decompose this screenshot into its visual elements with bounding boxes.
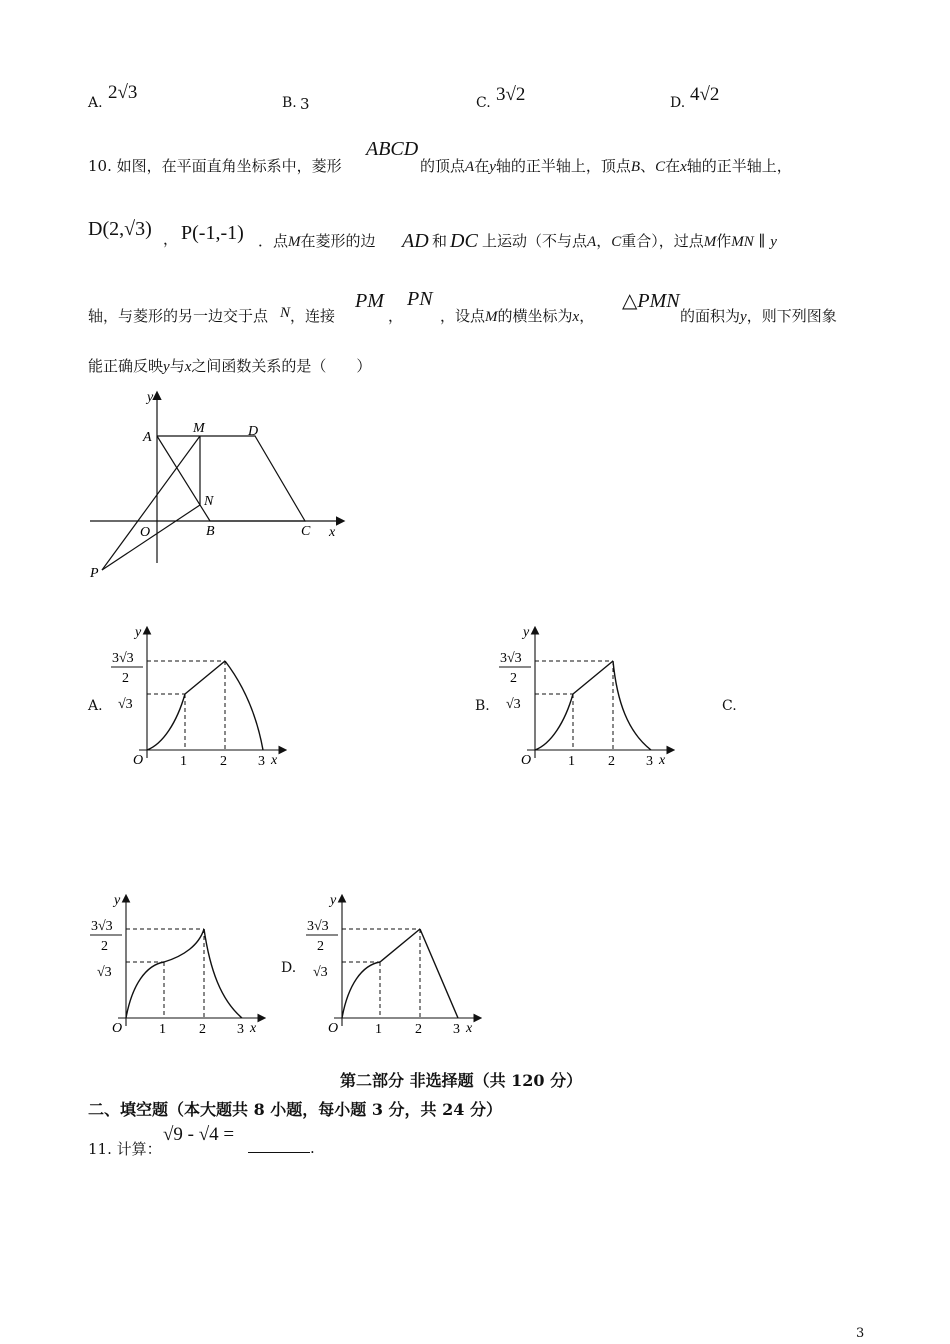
fig-label-n: N [204,494,214,509]
q10-edge-dc: DC [450,230,478,252]
option-c-label: C. [476,95,491,111]
q10-line1: 10. 如图，在平面直角坐标系中，菱形 [88,157,342,175]
graph-b [493,622,683,772]
graph-a-tick-3: 3 [258,754,265,769]
graph-d-segment [380,929,420,962]
graph-c-label-x: x [250,1021,257,1036]
q10-line1-rest: 的顶点A在y轴的正半轴上，顶点B、C在x轴的正半轴上， [420,157,792,175]
section-fill-blank: 二、填空题（本大题共 8 小题，每小题 3 分，共 24 分） [88,1100,502,1119]
q10-line4: 能正确反映y与x之间函数关系的是（ ） [88,357,372,375]
graph-b-label-den: 2 [510,671,517,686]
q10-comma: ， [163,230,179,248]
fig-label-m: M [193,421,205,436]
graph-d-label-o: O [328,1021,339,1036]
graph-d-label-den: 2 [317,939,324,954]
option-b-value: 3 [300,95,310,113]
fig-label-b: B [206,524,215,539]
q10-rhombus-name: ABCD [366,138,419,160]
part2-title: 第二部分 非选择题（共 120 分） [340,1071,583,1090]
graph-b-curve-2 [613,661,651,750]
graph-a-curve-1 [147,694,185,750]
option-a-value: 2√3 [108,82,138,103]
graph-b-label-y: y [523,625,530,640]
option-d-label: D. [670,95,686,111]
rhombus-figure [85,385,355,585]
graph-c-curve-2 [164,929,204,962]
choice-b-label: B. [475,698,490,714]
graph-c-tick-3: 3 [237,1022,244,1037]
graph-d-label-x: x [466,1021,473,1036]
segment-pm [102,436,200,570]
graph-c-tick-1: 1 [159,1022,166,1037]
graph-d-tick-2: 2 [415,1022,422,1037]
q11-answer-blank[interactable]: . [248,1138,315,1157]
graph-a-segment [185,661,225,694]
q10-point-d: D(2,√3) [88,218,152,240]
graph-c-label-den: 2 [101,939,108,954]
option-a-label: A. [88,95,103,111]
graph-a-tick-1: 1 [180,754,187,769]
fig-label-x: x [329,525,336,540]
graph-b-tick-3: 3 [646,754,653,769]
option-d-value: 4√2 [690,84,720,105]
q10-line3-end: 的面积为y，则下列图象 [680,307,837,325]
fig-label-a: A [143,430,152,445]
graph-a-label-x: x [271,753,278,768]
graph-d-curve-1 [342,962,380,1018]
q10-edge-ad: AD [402,230,429,252]
option-c-value: 3√2 [496,84,526,105]
q10-line3-a: 轴，与菱形的另一边交于点 [88,307,269,325]
graph-b-tick-2: 2 [608,754,615,769]
fig-label-d: D [248,424,259,439]
graph-b-label-o: O [521,753,532,768]
graph-c-label-o: O [112,1021,123,1036]
graph-a-tick-2: 2 [220,754,227,769]
graph-d-label-num: 3√3 [307,919,329,934]
graph-a-curve-2 [225,661,263,750]
q10-point-n: N [280,305,291,321]
graph-b-label-num: 3√3 [500,651,522,666]
q10-point-p: P(-1,-1) [181,222,244,244]
q10-line2-a: ．点M在菱形的边 [258,232,376,250]
graph-d-tick-3: 3 [453,1022,460,1037]
graph-d-label-y: y [330,893,337,908]
fig-label-p: P [90,566,99,581]
fig-label-o: O [140,525,151,540]
graph-b-label-root3: √3 [506,697,521,712]
graph-a-label-den: 2 [122,671,129,686]
graph-c-label-y: y [114,893,121,908]
graph-d [300,890,490,1040]
graph-c-label-root3: √3 [97,965,112,980]
q10-triangle: △PMN [622,290,680,312]
q10-and: 和 [432,232,448,250]
choice-a-label: A. [88,698,103,714]
graph-a-label-o: O [133,753,144,768]
graph-b-segment [573,661,613,694]
fig-label-y: y [147,390,154,405]
q10-comma2: ， [388,307,404,325]
q10-segment-pn: PN [407,288,433,310]
option-b-label: B. [282,95,297,111]
q10-connect: ，连接 [290,307,336,325]
q10-line2-rest: 上运动（不与点A，C重合），过点M作MN ∥ y [482,232,777,250]
graph-d-label-root3: √3 [313,965,328,980]
graph-c [84,890,274,1040]
graph-a-label-num: 3√3 [112,651,134,666]
graph-c-curve-1 [126,962,164,1018]
graph-a [105,622,295,772]
graph-b-tick-1: 1 [568,754,575,769]
rhombus-abcd [157,436,305,521]
q10-segment-pm: PM [355,290,384,312]
graph-d-tick-1: 1 [375,1022,382,1037]
q11-expression: √9 - √4 = [163,1124,235,1145]
graph-a-label-root3: √3 [118,697,133,712]
graph-c-curve-3 [204,929,242,1018]
page-number: 3 [856,1326,865,1341]
graph-c-label-num: 3√3 [91,919,113,934]
fig-label-c: C [301,524,311,539]
graph-b-curve-1 [535,694,573,750]
graph-a-label-y: y [135,625,142,640]
graph-b-label-x: x [659,753,666,768]
graph-d-segment-2 [420,929,458,1018]
q10-line3-mid: ，设点M的横坐标为x， [440,307,595,325]
segment-pn [102,505,200,570]
choice-c-label: C. [722,698,737,714]
q11-label: 11. 计算： [88,1140,162,1158]
graph-c-tick-2: 2 [199,1022,206,1037]
choice-d-label: D. [281,960,297,976]
